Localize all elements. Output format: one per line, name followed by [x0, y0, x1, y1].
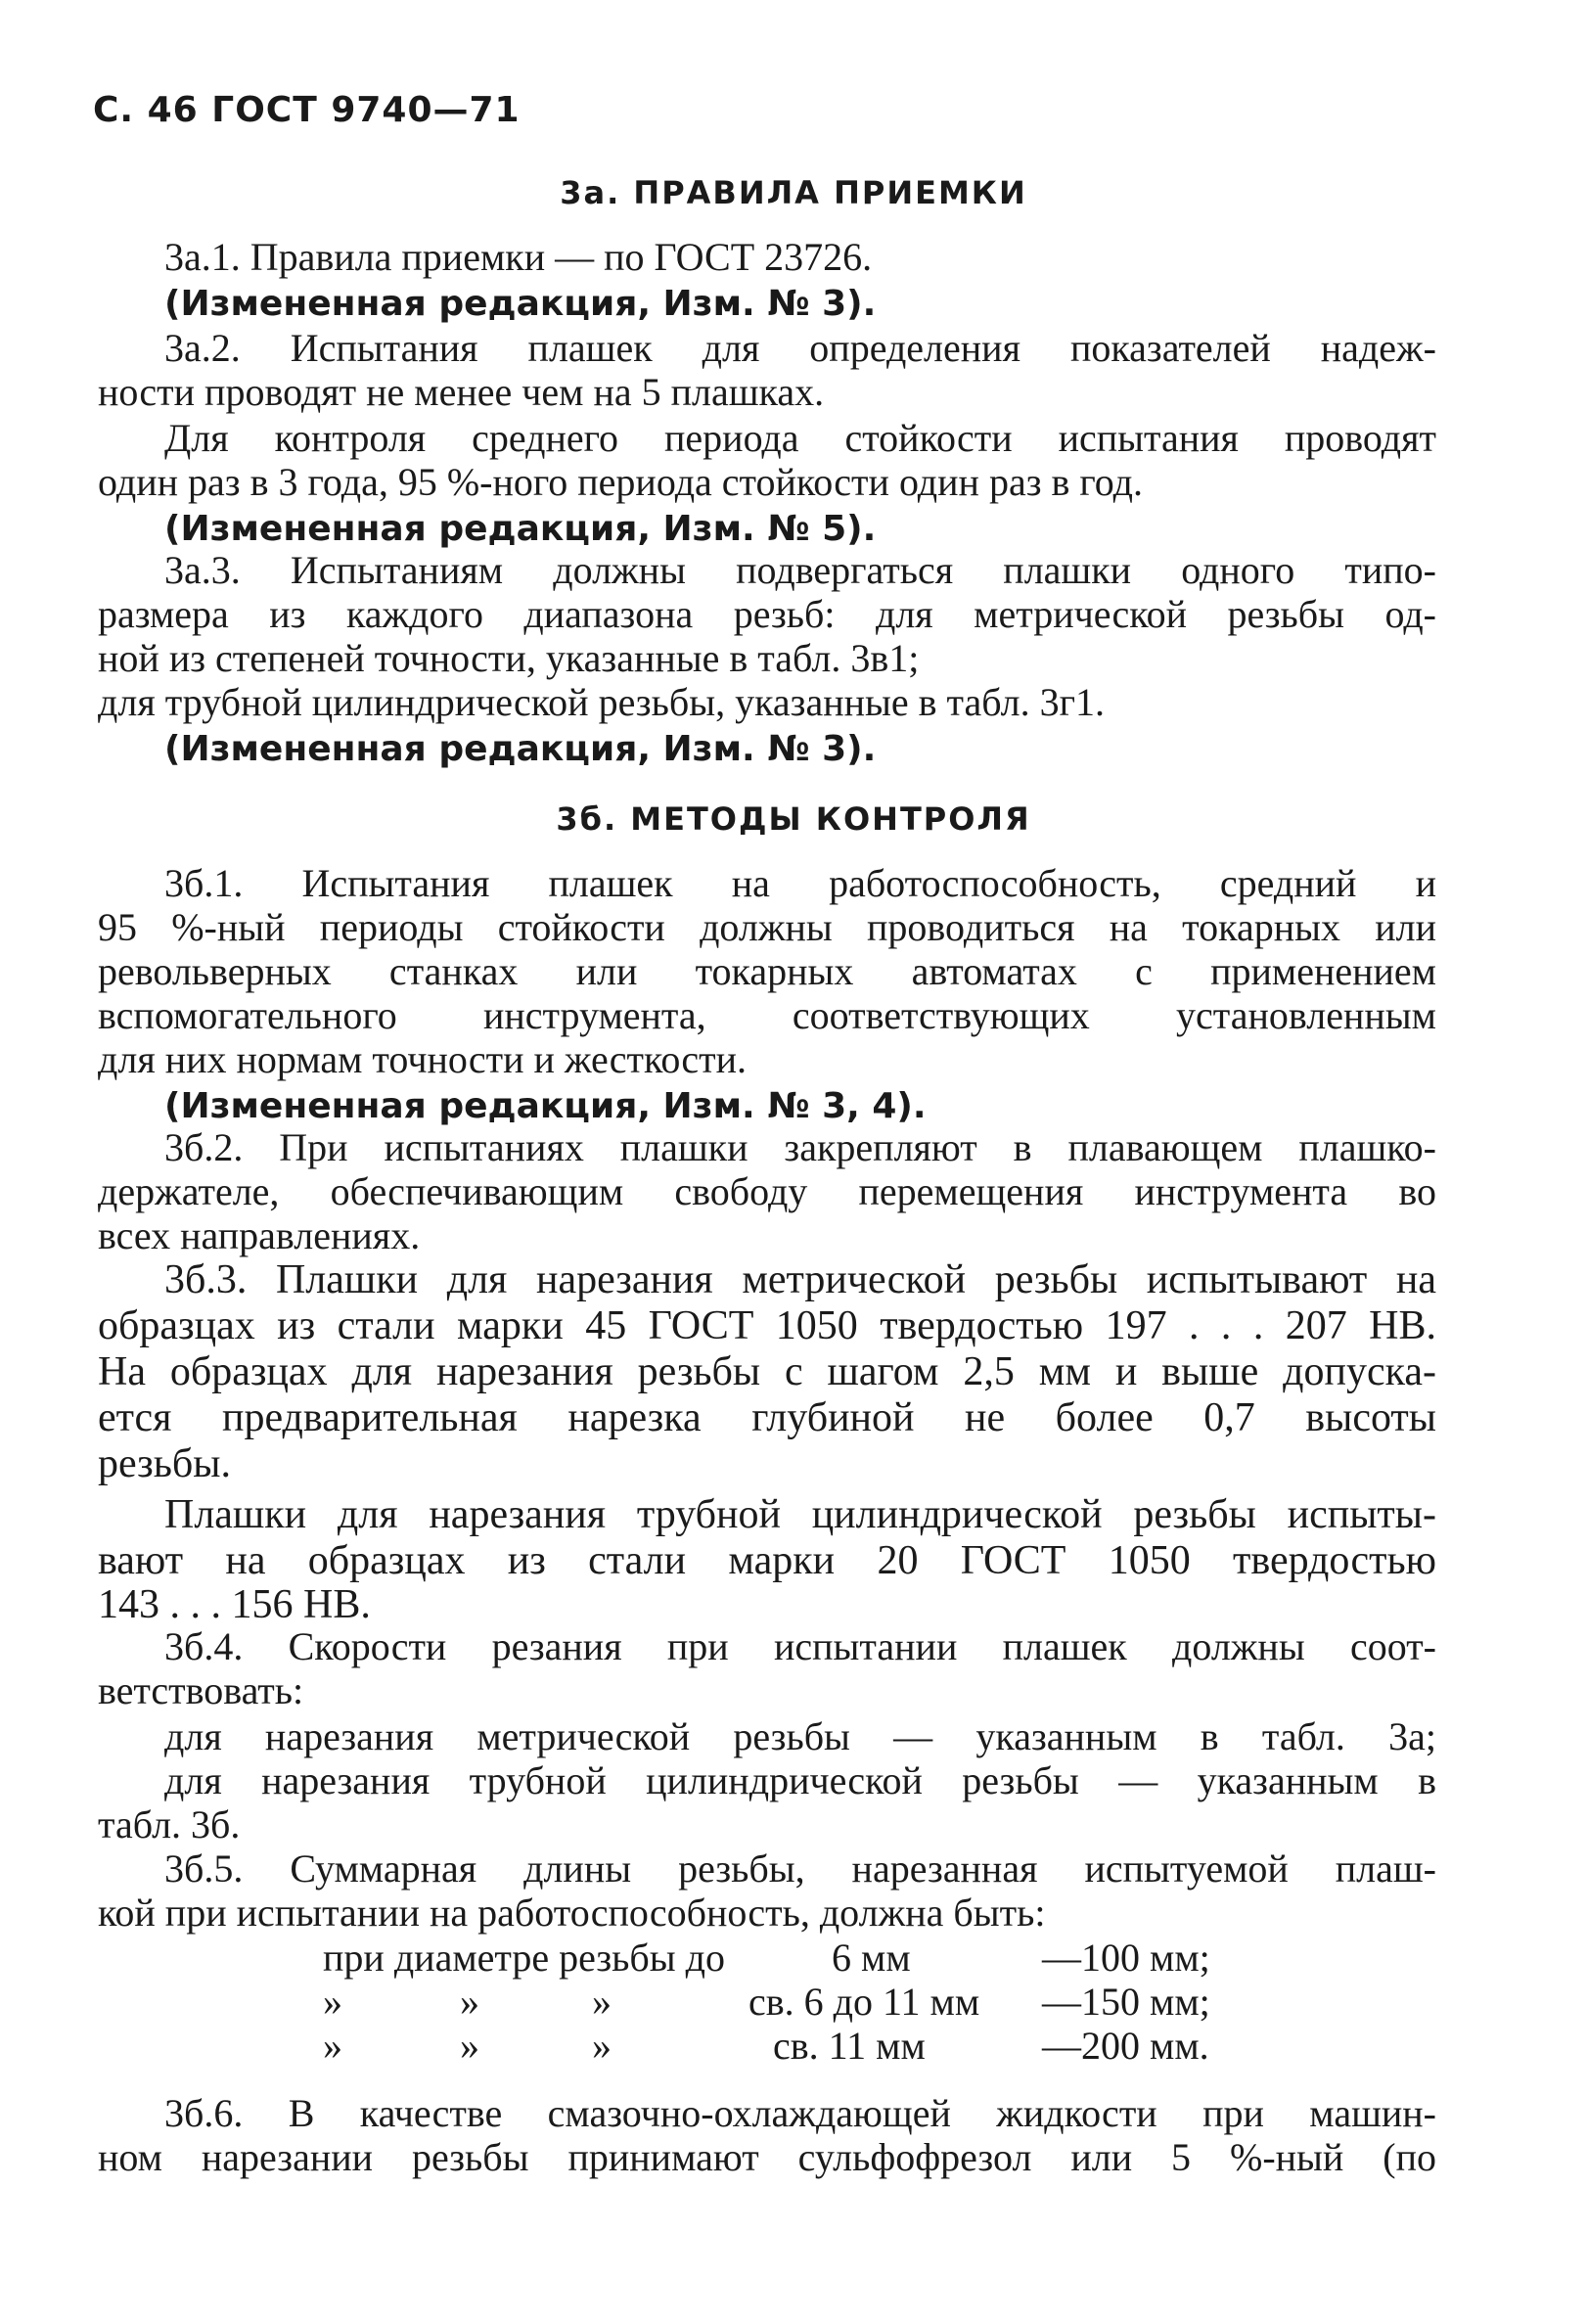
para-3b-3b-line-2: вают на образцах из стали марки 20 ГОСТ 1050 твердостью [98, 1538, 1436, 1583]
table-cell-range: св. 6 до 11 мм [748, 1980, 980, 2024]
para-3b-1-line-1: 3б.1. Испытания плашек на работоспособность, средний и [164, 861, 1436, 905]
para-3b-2-line-3: всех направлениях. [98, 1213, 421, 1257]
section-3b-title: 3б. МЕТОДЫ КОНТРОЛЯ [556, 800, 1031, 838]
para-3a-2b-line-2: один раз в 3 года, 95 %-ного периода стойкости один раз в год. [98, 460, 1144, 504]
para-3a-2-line-2: ности проводят не менее чем на 5 плашках. [98, 370, 825, 414]
para-3b-3-line-4: ется предварительная нарезка глубиной не более 0,7 высоты [98, 1395, 1436, 1440]
para-3a-3-line-4: для трубной цилиндрической резьбы, указанные в табл. 3г1. [98, 680, 1105, 724]
para-3b-1-line-5: для них нормам точности и жесткости. [98, 1037, 748, 1081]
para-3b-3-line-1: 3б.3. Плашки для нарезания метрической резьбы испытывают на [164, 1257, 1436, 1302]
para-3b-6-line-2: ном нарезании резьбы принимают сульфофрезол или 5 %-ный (по [98, 2135, 1436, 2179]
section-3a-title: 3а. ПРАВИЛА ПРИЕМКИ [560, 174, 1027, 211]
ditto-mark: » [592, 2024, 612, 2068]
ditto-mark: » [460, 1980, 479, 2024]
table-cell-length: —100 мм; [1042, 1936, 1210, 1980]
para-3b-1-line-4: вспомогательного инструмента, соответствующих установленным [98, 993, 1436, 1037]
para-3b-4b-line-1: для нарезания метрической резьбы — указанным в табл. 3а; [164, 1714, 1436, 1758]
para-3b-4c-line-1: для нарезания трубной цилиндрической резьбы — указанным в [164, 1758, 1436, 1802]
para-3b-6-line-1: 3б.6. В качестве смазочно-охлаждающей жидкости при машин- [164, 2091, 1436, 2135]
para-3a-2-line-1: 3а.2. Испытания плашек для определения показателей надеж- [164, 326, 1436, 370]
page-header: С. 46 ГОСТ 9740—71 [93, 90, 521, 130]
table-cell-condition: при диаметре резьбы до [323, 1936, 725, 1980]
ditto-mark: » [323, 2024, 342, 2068]
table-cell-range: 6 мм [832, 1936, 911, 1980]
table-cell-range: св. 11 мм [773, 2024, 926, 2068]
edit-note-3a-3: (Измененная редакция, Изм. № 3). [164, 729, 877, 769]
edit-note-3a-2: (Измененная редакция, Изм. № 5). [164, 509, 877, 549]
para-3b-4c-line-2: табл. 3б. [98, 1802, 241, 1846]
ditto-mark: » [460, 2024, 479, 2068]
para-3a-1-line-1: 3а.1. Правила приемки — по ГОСТ 23726. [164, 235, 873, 279]
para-3a-3-line-1: 3а.3. Испытаниям должны подвергаться плашки одного типо- [164, 548, 1436, 592]
para-3b-5-line-1: 3б.5. Суммарная длины резьбы, нарезанная испытуемой плаш- [164, 1846, 1436, 1891]
para-3b-2-line-2: держателе, обеспечивающим свободу перемещения инструмента во [98, 1169, 1436, 1213]
table-cell-length: —150 мм; [1042, 1980, 1210, 2024]
table-cell-length: —200 мм. [1042, 2024, 1209, 2068]
para-3b-3-line-2: образцах из стали марки 45 ГОСТ 1050 твердостью 197 . . . 207 НВ. [98, 1303, 1436, 1348]
para-3b-3b-line-1: Плашки для нарезания трубной цилиндрической резьбы испыты- [164, 1492, 1436, 1537]
edit-note-3b-1: (Измененная редакция, Изм. № 3, 4). [164, 1086, 927, 1126]
para-3b-5-line-2: кой при испытании на работоспособность, должна быть: [98, 1891, 1046, 1935]
para-3b-1-line-2: 95 %-ный периоды стойкости должны проводиться на токарных или [98, 905, 1436, 949]
para-3b-4-line-2: ветствовать: [98, 1668, 304, 1712]
para-3b-4-line-1: 3б.4. Скорости резания при испытании плашек должны соот- [164, 1624, 1436, 1668]
para-3b-3-line-3: На образцах для нарезания резьбы с шагом 2,5 мм и выше допуска- [98, 1349, 1436, 1394]
para-3a-3-line-3: ной из степеней точности, указанные в табл. 3в1; [98, 636, 920, 680]
para-3a-2b-line-1: Для контроля среднего периода стойкости испытания проводят [164, 416, 1436, 460]
para-3b-2-line-1: 3б.2. При испытаниях плашки закрепляют в плавающем плашко- [164, 1125, 1436, 1169]
para-3b-3b-line-3: 143 . . . 156 НВ. [98, 1582, 371, 1627]
ditto-mark: » [323, 1980, 342, 2024]
para-3a-3-line-2: размера из каждого диапазона резьб: для метрической резьбы од- [98, 592, 1436, 636]
para-3b-1-line-3: револьверных станках или токарных автоматах с применением [98, 949, 1436, 993]
para-3b-3-line-5: резьбы. [98, 1441, 231, 1486]
ditto-mark: » [592, 1980, 612, 2024]
edit-note-3a-1: (Измененная редакция, Изм. № 3). [164, 284, 877, 324]
